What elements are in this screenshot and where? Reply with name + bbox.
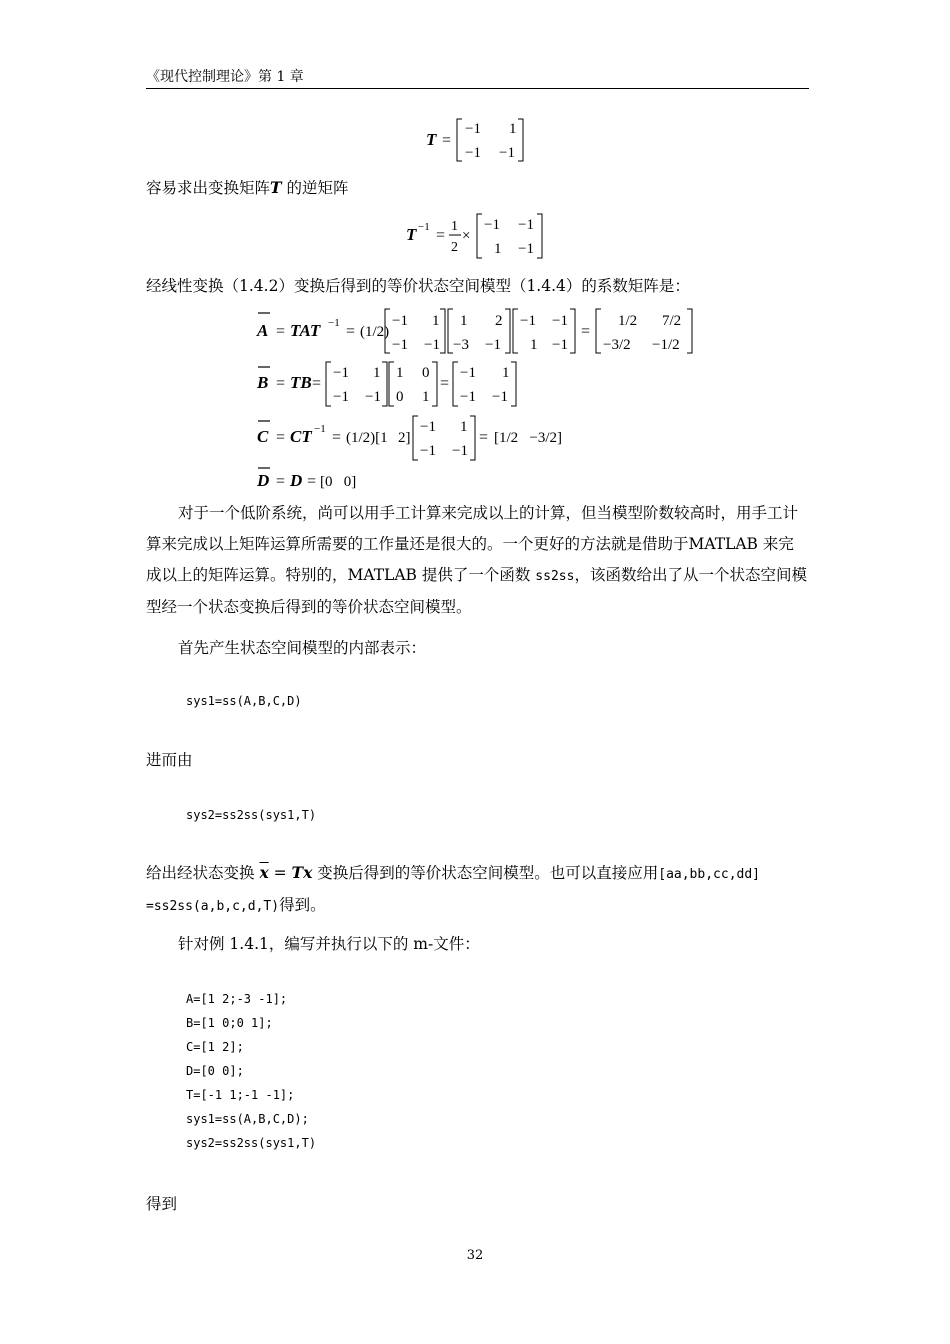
equation-D-bar — [252, 462, 392, 496]
eq-Cbar-scalar2: 2] — [398, 430, 411, 446]
eq-Tinv-m22: −1 — [518, 241, 534, 257]
paragraph-4-equals: = — [268, 864, 292, 882]
eq-Abar-m1-11: −1 — [392, 313, 408, 329]
code-line-2: sys2=ss2ss(sys1,T) — [186, 808, 317, 822]
paragraph-4-Tx: Tx — [291, 863, 313, 882]
equation-B-bar — [252, 357, 532, 411]
eq-Dbar-result: [0 0] — [320, 474, 357, 490]
eq-Tinv-sup: −1 — [418, 221, 430, 233]
eq-Dbar-lhs: D — [257, 471, 270, 490]
eq-Tinv-equals: = — [436, 227, 446, 244]
eq-Abar-r-11: 1/2 — [618, 313, 638, 329]
eq-Abar-equals-1: = — [276, 323, 286, 340]
inverse-intro — [146, 176, 349, 198]
eq-Cbar-m1-12: 1 — [460, 419, 468, 435]
code-block-line-6: sys1=ss(A,B,C,D); — [186, 1112, 309, 1126]
eq-Cbar-equals-1: = — [276, 429, 286, 446]
eq-Abar-r-12: 7/2 — [662, 313, 682, 329]
eq-Tinv-m12: −1 — [518, 217, 534, 233]
inverse-intro-text: 容易求出变换矩阵 — [146, 179, 271, 197]
equation-T-inverse — [400, 208, 560, 264]
eq-Tinv-m11: −1 — [484, 217, 500, 233]
function-name-ss2ss: ss2ss — [535, 569, 575, 584]
eq-Abar-equals-3: = — [581, 323, 591, 340]
eq-Abar-lhs: A — [257, 321, 269, 340]
eq-Bbar-rhs: TB — [290, 373, 312, 392]
equation-C-bar — [252, 411, 592, 465]
code-block-line-2: B=[1 0;0 1]; — [186, 1016, 273, 1030]
code-block-line-3: C=[1 2]; — [186, 1040, 244, 1054]
code-line-1: sys1=ss(A,B,C,D) — [186, 694, 302, 708]
eq-Abar-m2-11: 1 — [460, 313, 468, 329]
code-block-line-7: sys2=ss2ss(sys1,T) — [186, 1136, 317, 1150]
equation-A-bar — [252, 303, 702, 359]
eq-T-m21: −1 — [465, 145, 481, 161]
eq-Cbar-rhs: CT — [290, 427, 312, 446]
eq-Cbar-result: [1/2 −3/2] — [494, 430, 563, 446]
code-block-line-5: T=[-1 1;-1 -1]; — [186, 1088, 295, 1102]
code-block-line-4: D=[0 0]; — [186, 1064, 244, 1078]
eq-Bbar-equals-1: = — [276, 375, 286, 392]
eq-Bbar-m2-22: 1 — [422, 389, 430, 405]
eq-Dbar-rhs: D — [290, 471, 303, 490]
coeff-intro: 经线性变换（1.4.2）变换后得到的等价状态空间模型（1.4.4）的系数矩阵是： — [146, 277, 690, 295]
eq-Cbar-scalar: (1/2)[1 — [346, 430, 388, 446]
paragraph-2: 首先产生状态空间模型的内部表示： — [178, 639, 427, 657]
eq-Abar-m3-21: 1 — [530, 337, 538, 353]
eq-Bbar-r-22: −1 — [492, 389, 508, 405]
eq-Abar-r-21: −3/2 — [603, 337, 631, 353]
eq-Tinv-lhs: T — [406, 225, 417, 244]
eq-T-m12: 1 — [509, 121, 517, 137]
eq-T-lhs: T — [426, 130, 437, 149]
paragraph-4-xbar: $\overline{x}$ — [259, 863, 269, 882]
eq-Bbar-equals-3: = — [440, 375, 450, 392]
eq-Cbar-m1-22: −1 — [452, 443, 468, 459]
paragraph-1 — [146, 498, 809, 623]
inverse-intro-text-2: 的逆矩阵 — [281, 179, 349, 197]
eq-Abar-equals-2: = — [346, 323, 356, 340]
eq-Bbar-m1-22: −1 — [365, 389, 381, 405]
eq-Cbar-m1-21: −1 — [420, 443, 436, 459]
eq-Dbar-equals-1: = — [276, 473, 286, 490]
eq-Cbar-lhs: C — [257, 427, 269, 446]
eq-Bbar-m2-11: 1 — [396, 365, 404, 381]
eq-Bbar-lhs: B — [257, 373, 269, 392]
eq-Abar-m2-21: −3 — [453, 337, 469, 353]
eq-T-m22: −1 — [499, 145, 515, 161]
eq-Bbar-m2-12: 0 — [422, 365, 430, 381]
eq-Cbar-equals-3: = — [479, 429, 489, 446]
eq-Abar-r-22: −1/2 — [652, 337, 680, 353]
paragraph-4-text-b: 变换后得到的等价状态空间模型。也可以直接应用 — [312, 864, 659, 882]
eq-Bbar-m1-21: −1 — [333, 389, 349, 405]
eq-Tinv-num: 1 — [451, 219, 458, 234]
equation-T — [420, 114, 540, 166]
header-rule — [146, 88, 809, 89]
eq-Abar-m2-22: −1 — [485, 337, 501, 353]
eq-Tinv-den: 2 — [451, 240, 458, 255]
running-header: 《现代控制理论》第 1 章 — [146, 69, 304, 85]
eq-Abar-m1-22: −1 — [424, 337, 440, 353]
eq-Tinv-times: × — [462, 228, 471, 244]
eq-Abar-m1-12: 1 — [432, 313, 440, 329]
eq-Cbar-equals-2: = — [332, 429, 342, 446]
eq-Bbar-r-12: 1 — [502, 365, 510, 381]
eq-Dbar-equals-2: = — [307, 473, 317, 490]
eq-Abar-m1-21: −1 — [392, 337, 408, 353]
eq-Bbar-m1-11: −1 — [333, 365, 349, 381]
eq-Bbar-m1-12: 1 — [373, 365, 381, 381]
eq-Cbar-m1-11: −1 — [420, 419, 436, 435]
eq-Abar-m3-12: −1 — [552, 313, 568, 329]
paragraph-4-text-c: 得到。 — [279, 896, 326, 914]
eq-Bbar-equals-2: = — [312, 375, 322, 392]
page-number: 32 — [466, 1248, 484, 1263]
paragraph-3: 进而由 — [146, 751, 193, 769]
eq-Abar-rhs: TAT — [290, 321, 321, 340]
eq-T-m11: −1 — [465, 121, 481, 137]
paragraph-1-text-b: ，该函数给出了从一个状态空间模型经一个状态变换后得到的等价状态空间模型。 — [146, 566, 807, 616]
paragraph-1-text-a: 对于一个低阶系统，尚可以用手工计算来完成以上的计算，但当模型阶数较高时，用手工计算来完成以上矩阵运算所需要的工作量还是很大的。一个更好的方法就是借助于MATLAB 来完成以上的矩阵运算。特别的，MATLAB 提供了一个函数 — [146, 504, 799, 584]
eq-Bbar-r-11: −1 — [460, 365, 476, 381]
eq-T-equals: = — [442, 132, 452, 149]
eq-Abar-sup: −1 — [328, 317, 340, 329]
code-block-line-1: A=[1 2;-3 -1]; — [186, 992, 288, 1006]
eq-Abar-m3-11: −1 — [520, 313, 536, 329]
paragraph-4-code-2: =ss2ss(a,b,c,d,T) — [146, 899, 280, 914]
paragraph-5: 针对例 1.4.1，编写并执行以下的 m-文件： — [178, 935, 480, 953]
eq-Tinv-m21: 1 — [494, 241, 502, 257]
eq-Abar-m3-22: −1 — [552, 337, 568, 353]
paragraph-6: 得到 — [146, 1195, 178, 1213]
paragraph-4-code-1: [aa,bb,cc,dd] — [658, 867, 760, 882]
eq-Abar-scalar: (1/2) — [360, 324, 390, 340]
paragraph-4 — [146, 857, 809, 922]
paragraph-4-text-a: 给出经状态变换 — [146, 864, 260, 882]
eq-Bbar-m2-21: 0 — [396, 389, 404, 405]
inverse-intro-var: T — [270, 178, 282, 197]
eq-Bbar-r-21: −1 — [460, 389, 476, 405]
eq-Cbar-sup: −1 — [314, 423, 326, 435]
eq-Abar-m2-12: 2 — [495, 313, 503, 329]
